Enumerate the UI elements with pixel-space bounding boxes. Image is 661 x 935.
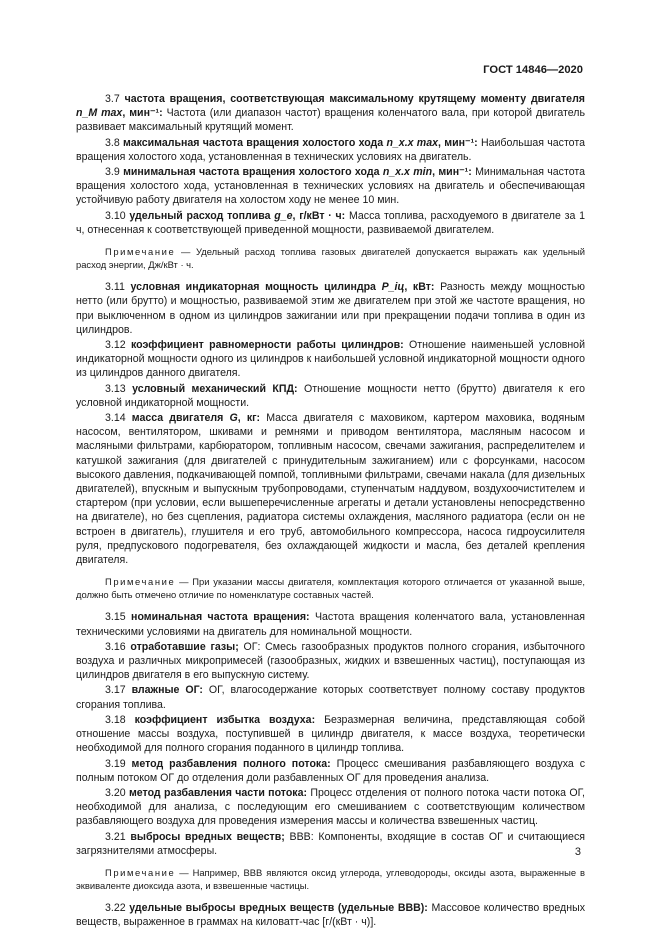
term-definition: Частота (или диапазон частот) вращения коленчатого вала, при которой двигатель развивает максимальный крутящий момент. [76,107,585,134]
term-3-18: 3.18 коэффициент избытка воздуха: Безразмерная величина, представляющая собой отношение массы воздуха, поступившей в цилиндр двигателя, к массе воздуха, теоретически необходимой для полного сгорания поданного в цилиндр топлива. [76,713,585,755]
term-definition: ОГ: Смесь газообразных продуктов полного сгорания, избыточного воздуха и различных микропримесей (газообразных, жидких и взвешенных частиц), поступающая из цилиндров двигателя в его выпускную систему. [76,640,585,682]
term-symbol: P_iц [381,281,405,294]
term-definition: Процесс смешивания разбавляющего воздуха с полным потоком ОГ до отделения доли разбавленных ОГ для проведения анализа. [76,757,585,784]
term-title: метод разбавления части потока: [128,786,308,799]
term-definition: Масса двигателя с маховиком, картером маховика, водяным насосом, вентилятором, шкивами и ремнями и приводом вентилятора, масляным насосом и масляными фильтрами, карбюратором, топливным насосом, свечами зажигания, распределителем и катушкой зажигания (для двигателей с принудительным зажиганием) или с форсунками, насосом высокого давления, подкачивающей помпой, топливными фильтрами, свечами накала (для дизельных двигателей), впускным и выпускным трубопроводами, ступенчатым наддувом, воздухоочистителем и стартером (при условии, если вышеперечисленные агрегаты и детали установлены непосредственно на двигателе), но без сцепления, радиатора системы охлаждения, масляного радиатора (если он не встроен в двигатель), глушителя и его труб, автомобильного компрессора, насоса гидроусилителя руля, предпускового подогревателя, без охлаждающей жидкости и масла, без деталей крепления двигателя. [76,412,585,567]
term-3-20: 3.20 метод разбавления части потока: Процесс отделения от полного потока части потока ОГ, необходимой для анализа, с последующим его смешиванием с соответствующим количеством разбавляющего воздуха для проведения измерения массы и количества взвешенных частиц. [76,786,585,828]
term-title: условная индикаторная мощность цилиндра [130,281,376,294]
term-symbol: g_e [274,209,293,222]
term-symbol: n_x.x min [382,166,433,179]
term-title: отработавшие газы; [130,640,239,653]
note-label: Примечание [105,246,176,258]
term-title: метод разбавления полного потока: [131,757,331,770]
note: Примечание — Например, ВВВ являются оксид углерода, углеводороды, оксиды азота, выраженные в эквиваленте диоксида азота, и взвешенные частицы. [76,866,586,891]
term-3-16: 3.16 отработавшие газы; ОГ: Смесь газообразных продуктов полного сгорания, избыточного воздуха и различных микропримесей (газообразных, жидких и взвешенных частиц), поступающая из цилиндров двигателя в его выпускную систему. [76,640,585,682]
term-symbol: n_x.x max [386,136,439,149]
term-definition: Безразмерная величина, представляющая собой отношение массы воздуха, поступившей в цилиндр двигателя, к массе воздуха, теоретически необходимой для полного сгорания поданного в цилиндр топлива. [76,713,585,755]
note-text: При указании массы двигателя, комплектация которого отличается от указанной выше, должно быть отмечено отличие по номенклатуре составных частей. [76,576,586,600]
term-title: номинальная частота вращения: [131,611,310,624]
term-title: влажные ОГ: [131,684,203,697]
term-definition: ВВВ: Компоненты, входящие в состав ОГ и считающиеся загрязнителями атмосферы. [76,830,585,857]
term-definition: Частота вращения коленчатого вала, установленная техническими условиями на двигатель для номинальной мощности. [76,611,585,638]
document-body [76,92,585,930]
document-id: ГОСТ 14846—2020 [483,64,583,76]
term-title: максимальная частота вращения холостого хода [123,136,384,149]
term-title: масса двигателя [131,412,224,425]
term-definition: ОГ, влагосодержание которых соответствует полному составу продуктов сгорания топлива. [76,684,586,711]
term-title: удельный расход топлива [129,209,271,222]
term-3-21: 3.21 выбросы вредных веществ; ВВВ: Компоненты, входящие в состав ОГ и считающиеся загрязнителями атмосферы. [76,830,585,857]
term-3-15: 3.15 номинальная частота вращения: Частота вращения коленчатого вала, установленная техническими условиями на двигатель для номинальной мощности. [76,611,585,638]
term-3-9: 3.9 минимальная частота вращения холостого хода n_x.x min, мин⁻¹: Минимальная частота вращения холостого хода, установленная в технических условиях на двигатель и обеспечивающая устойчивую работу двигателя на холостом ходу не менее 10 мин. [76,166,585,207]
term-symbol: G [229,412,238,425]
term-definition: Минимальная частота вращения холостого хода, установленная в технических условиях на двигатель и обеспечивающая устойчивую работу двигателя на холостом ходу не менее 10 мин. [76,166,585,207]
term-3-17: 3.17 влажные ОГ: ОГ, влагосодержание которых соответствует полному составу продуктов сгорания топлива. [76,684,586,711]
term-definition: Отношение мощности нетто (брутто) двигателя к его условной индикаторной мощности. [76,382,585,409]
term-title: коэффициент равномерности работы цилиндров: [130,339,404,352]
term-3-19: 3.19 метод разбавления полного потока: Процесс смешивания разбавляющего воздуха с полным потоком ОГ до отделения доли разбавленных ОГ для проведения анализа. [76,757,585,784]
term-3-22: 3.22 удельные выбросы вредных веществ (удельные ВВВ): Массовое количество вредных веществ, выраженное в граммах на киловатт-час [г/(кВт · ч)]. [76,902,586,929]
term-title: удельные выбросы вредных веществ (удельные ВВВ): [129,902,428,915]
term-definition: Процесс отделения от полного потока части потока ОГ, необходимой для анализа, с последующим его смешиванием с соответствующим количеством разбавляющего воздуха для проведения измерения массы и количества взвешенных частиц. [76,786,585,828]
term-3-13: 3.13 условный механический КПД: Отношение мощности нетто (брутто) двигателя к его условной индикаторной мощности. [76,382,585,409]
term-definition: Наибольшая частота вращения холостого хода, установленная в технических условиях на двигатель. [76,136,585,163]
term-3-8: 3.8 максимальная частота вращения холостого хода n_x.x max, мин⁻¹: Наибольшая частота вращения холостого хода, установленная в технических условиях на двигатель. [76,136,585,163]
note: Примечание — Удельный расход топлива газовых двигателей допускается выражать как удельный расход энергии, Дж/кВт · ч. [76,246,585,270]
term-definition: Масса топлива, расходуемого в двигателе за 1 ч, отнесенная к соответствующей приведенной мощности, развиваемой двигателем. [76,209,585,236]
page-number: 3 [574,846,581,858]
note-label: Примечание [105,576,176,588]
term-title: частота вращения, соответствующая максимальному крутящему моменту двигателя [124,93,585,105]
term-title: коэффициент избытка воздуха: [134,713,316,726]
term-3-7: 3.7 частота вращения, соответствующая максимальному крутящему моменту двигателя n_M max, мин⁻¹: Частота (или диапазон частот) вращения коленчатого вала, при которой двигатель развивает максимальный крутящий момент. [76,93,585,134]
note: Примечание — При указании массы двигателя, комплектация которого отличается от указанной выше, должно быть отмечено отличие по номенклатуре составных частей. [76,576,586,600]
term-title: выбросы вредных веществ; [130,830,285,843]
term-title: условный механический КПД: [132,382,298,395]
term-definition: Отношение наименьшей условной индикаторной мощности одного из цилиндров к наибольшей условной индикаторной мощности одного из цилиндров данного двигателя. [76,339,585,380]
term-symbol: n_M max [76,107,123,120]
term-3-11: 3.11 условная индикаторная мощность цилиндра P_iц, кВт: Разность между мощностью нетто (или брутто) и мощностью, развиваемой этим же двигателем при этой же частоте вращения, но при выключенном в одном из цилиндров зажигании или при прекращении подачи топлива в один из цилиндров. [76,281,585,336]
note-text: Например, ВВВ являются оксид углерода, углеводороды, оксиды азота, выраженные в эквиваленте диоксида азота, и взвешенные частицы. [76,866,586,891]
term-title: минимальная частота вращения холостого хода [123,166,380,179]
note-label: Примечание [105,866,176,878]
note-text: Удельный расход топлива газовых двигателей допускается выражать как удельный расход энергии, Дж/кВт · ч. [76,246,585,270]
term-3-10: 3.10 удельный расход топлива g_e, г/кВт · ч: Масса топлива, расходуемого в двигателе за 1 ч, отнесенная к соответствующей приведенной мощности, развиваемой двигателем. [76,209,585,236]
term-3-12: 3.12 коэффициент равномерности работы цилиндров: Отношение наименьшей условной индикаторной мощности одного из цилиндров к наибольшей условной индикаторной мощности одного из цилиндров данного двигателя. [76,339,585,380]
term-3-14: 3.14 масса двигателя G, кг: Масса двигателя с маховиком, картером маховика, водяным насосом, вентилятором, шкивами и ремнями и приводом вентилятора, масляным насосом и масляными фильтрами, карбюратором, топливным насосом, свечами зажигания, распределителем и катушкой зажигания (для двигателей с принудительным зажиганием) или с форсунками, насосом высокого давления, подкачивающей помпой, топливными фильтрами, свечами накала (для дизельных двигателей), впускным и выпускным трубопроводами, ступенчатым наддувом, воздухоочистителем и стартером (при условии, если вышеперечисленные агрегаты и детали установлены непосредственно на двигателе), но без сцепления, радиатора системы охлаждения, масляного радиатора (если он не встроен в двигатель), глушителя и его труб, автомобильного компрессора, насоса гидроусилителя руля, предпускового подогревателя, без охлаждающей жидкости и масла, без деталей крепления двигателя. [76,412,585,567]
term-definition: Разность между мощностью нетто (или брутто) и мощностью, развиваемой этим же двигателем при этой же частоте вращения, но при выключенном в одном из цилиндров зажигании или при прекращении подачи топлива в один из цилиндров. [76,281,585,336]
term-definition: Массовое количество вредных веществ, выраженное в граммах на киловатт-час [г/(кВт · ч)]. [76,902,586,929]
